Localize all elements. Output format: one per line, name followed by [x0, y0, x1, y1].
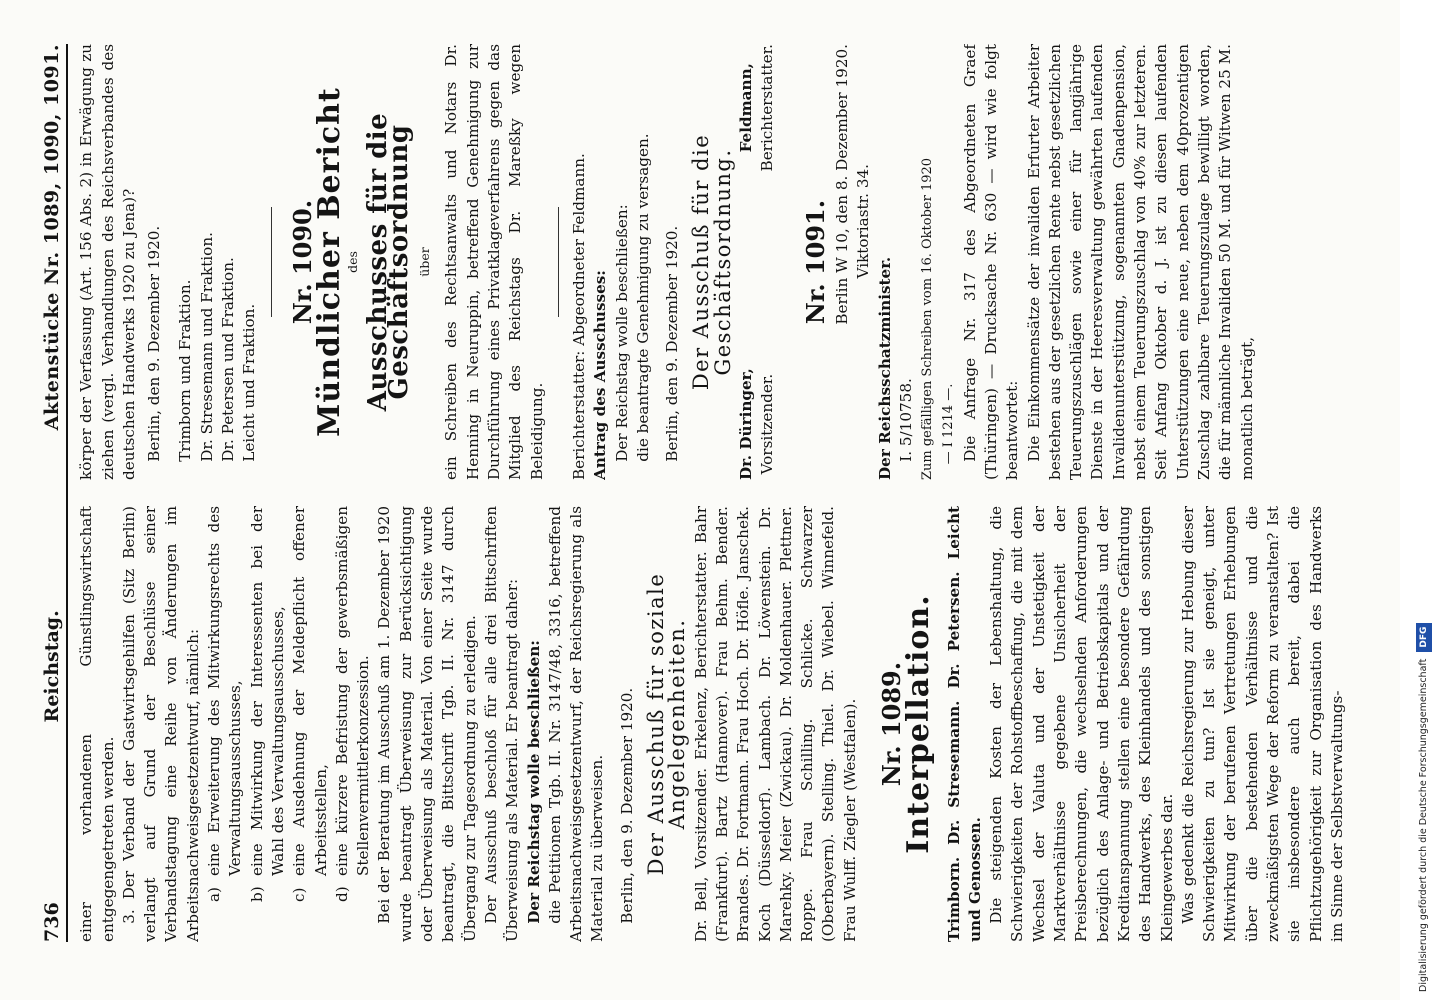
committee-title: Der Ausschuß für die Geschäftsordnung.	[689, 133, 735, 391]
list-text: eine Ausdehnung der Meldepflicht offener Arbeitsstellen,	[290, 506, 330, 876]
item-number: Nr. 1090.	[287, 199, 317, 325]
committee-title: Der Ausschuß für soziale Angelegenheiten.	[644, 572, 690, 876]
place-date: Berlin W 10, den 8. Dezember 1920.	[832, 44, 851, 325]
section-title: Mündlicher Bericht	[311, 87, 347, 437]
chair-name: Dr. Düringer,	[737, 368, 756, 480]
list-label: a)	[205, 887, 224, 902]
paragraph: Die Anfrage Nr. 317 des Abgeordneten Graef (Thüringen) — Drucksache Nr. 630 — wird wie folgt beantwortet:	[960, 44, 1022, 480]
digitization-credit	[1414, 0, 1434, 1000]
list-item	[332, 506, 375, 902]
reference: — I 1214 —.	[941, 383, 957, 465]
item-number: Nr. 1091.	[800, 199, 830, 325]
connector-word: über	[417, 247, 433, 277]
list-label: c)	[290, 887, 309, 902]
connector-word: des	[345, 251, 361, 273]
list-item	[289, 506, 332, 902]
page-number: 736	[41, 902, 63, 942]
date-line: Berlin, den 9. Dezember 1920.	[663, 225, 682, 462]
running-head-center: Aktenstücke Nr. 1089, 1090, 1091.	[41, 44, 63, 431]
paragraph: Der Ausschuß beschloß für alle drei Bittschriften Überweisung als Material. Er beantragt daher:	[481, 506, 522, 942]
paragraph: Was gedenkt die Reichsregierung zur Hebung dieser Schwierigkeiten zu tun? Ist sie geneigt, unter Mitwirkung der berufenen Vertretungen Erhebungen über die bestehenden Verhältnisse und die zweckmäßigsten Wege der Reform zu veranstalten? Ist sie insbesondere auch bereit, dabei die Pflichtzugehörigkeit zur Organisation des Handwerks im Sinne der Selbstverwaltungs-	[1178, 506, 1346, 942]
reference-number: I. 5/10758.	[896, 378, 915, 462]
date-line: Berlin, den 9. Dezember 1920.	[145, 225, 164, 462]
list-label: b)	[247, 886, 266, 902]
street: Viktoriastr. 34.	[854, 164, 873, 279]
signature-line: Dr. Petersen und Fraktion.	[219, 257, 238, 462]
committee-members: Dr. Bell, Vorsitzender. Erkelenz, Berichterstatter. Bahr (Frankfurt). Bartz (Hannover). Frau Behm. Bender. Brandes. Dr. Fortmann. Frau Hoch. Dr. Höfle. Janschek. Koch (Düsseldorf). Lambach. Dr. Löwenstein. Dr. Marehky. Meier (Zwickau). Dr. Moldenhauer. Plettner. Roppe. Frau Schilling. Schlicke. Schwarzer (Oberbayern). Stelling. Thiel. Dr. Wiebel. Winnefeld. Frau Wulff. Ziegler (Westfalen).	[691, 506, 859, 942]
right-column	[76, 44, 1346, 480]
motion-resolve: Der Reichstag wolle beschließen:	[612, 204, 631, 462]
credit-text: Digitalisierung gefördert durch die Deutsche Forschungsgemeinschaft	[1418, 658, 1429, 992]
signature-line: Dr. Stresemann und Fraktion.	[197, 232, 216, 462]
paragraph: Die steigenden Kosten der Lebenshaltung, die Schwierigkeiten der Rohstoffbeschaffung, die mit dem Wechsel der Valuta und der Unstetigkeit der Marktverhältnisse gegebene Unsicherheit der Preisberechnungen, die wechselnden Anforderungen bezüglich des Anlage- und Betriebskapitals und der Kreditanspannung stellen eine besondere Gefährdung des Handwerks, des Kleinhandels und des sonstigen Kleingewerbes dar.	[987, 506, 1176, 942]
dfg-logo-icon: DFG	[1416, 623, 1432, 652]
signature-block	[736, 44, 779, 480]
resolution-text: die Petitionen Tgb. II. Nr. 3147/48, 3316, betreffend Arbeitsnachweisgesetzentwurf, der Reichsregierung als Material zu überweisen.	[545, 506, 607, 942]
rapporteur-role: Berichterstatter.	[758, 44, 777, 172]
list-item	[204, 506, 247, 902]
list-text: eine kürzere Befristung der gewerbsmäßigen Stellenvermittlerkonzession.	[332, 506, 373, 876]
paragraph: 3. Der Verband der Gastwirtsgehilfen (Sitz Berlin) verlangt auf Grund der Beschlüsse seiner Verbandstagung eine Reihe von Änderungen im Arbeitsnachweisgesetzentwurf, nämlich:	[119, 506, 202, 942]
running-head	[42, 44, 68, 942]
paragraph: Bei der Beratung im Ausschuß am 1. Dezember 1920 wurde beantragt Überweisung zur Berücksichtigung oder Überweisung als Material. Von einer Seite wurde beantragt, die Bittschrift Tgb. II. Nr. 3147 durch Übergang zur Tagesordnung zu erledigen.	[375, 506, 479, 942]
resolution-heading: Der Reichstag wolle beschließen:	[524, 640, 543, 924]
date-line: Berlin, den 9. Dezember 1920.	[617, 687, 636, 924]
section-title: Interpellation.	[901, 594, 937, 854]
section-subtitle: Ausschusses für die Geschäftsordnung	[362, 112, 414, 412]
paragraph: Die Einkommensätze der invaliden Erfurter Arbeiter bestehen aus der gesetzlichen Rente nebst gesetzlichen Teuerungszuschlägen sowie einer für langjährige Dienste in der Heeresverwaltung gewährten laufenden Invalidenunterstützung, sogenannten Gnadenpension, nebst einem Teuerungszuschlag von 40% zur letzteren. Seit Anfang Oktober d. J. ist zu diesen laufenden Unterstützungen eine neue, neben dem 40prozentigen Zuschlag zahlbare Teuerungszulage bewilligt worden, die für männliche Invaliden 50 M. und für Witwen 25 M. monatlich beträgt,	[1024, 44, 1256, 480]
paragraph: ein Schreiben des Rechtsanwalts und Notars Dr. Henning in Neuruppin, betreffend Genehmigung zur Durchführung eines Privatklageverfahrens gegen das Mitglied des Reichstags Dr. Mareßky wegen Beleidigung.	[442, 44, 546, 480]
divider	[271, 207, 272, 317]
list-text: eine Erweiterung des Mitwirkungsrechts des Verwaltungsausschusses,	[205, 506, 245, 876]
list-text: eine Mitwirkung der Interessenten bei der Wahl des Verwaltungsausschusses,	[247, 506, 287, 876]
signature-line: Leicht und Fraktion.	[240, 303, 259, 462]
left-column	[76, 506, 1346, 942]
motion-text: die beantragte Genehmigung zu versagen.	[633, 133, 652, 462]
paragraph: einer vorhandenen Günstlingswirtschaft entgegengetreten werden.	[77, 506, 117, 942]
sender: Der Reichsschatzminister.	[875, 256, 894, 480]
rapporteur: Berichterstatter: Abgeordneter Feldmann.	[569, 153, 588, 480]
item-number: Nr. 1089.	[876, 661, 906, 787]
rapporteur-name: Feldmann,	[737, 63, 756, 153]
reference: Zum gefälligen Schreiben vom 16. Oktober 1920	[920, 157, 936, 480]
running-head-left: Reichstag.	[41, 610, 63, 723]
divider	[558, 207, 559, 317]
list-item	[247, 506, 290, 902]
signers: Trimborn. Dr. Stresemann. Dr. Petersen. Leicht und Genossen.	[944, 506, 984, 942]
list-label: d)	[332, 886, 351, 902]
signature-line: Trimborn und Fraktion.	[176, 279, 195, 462]
chair-role: Vorsitzender.	[758, 373, 777, 475]
paragraph: körper der Verfassung (Art. 156 Abs. 2) in Erwägung zu ziehen (vergl. Verhandlungen des Reichsverbandes des deutschen Handwerks 1920 zu Jena)?	[77, 44, 138, 480]
motion-title: Antrag des Ausschusses:	[591, 270, 610, 480]
